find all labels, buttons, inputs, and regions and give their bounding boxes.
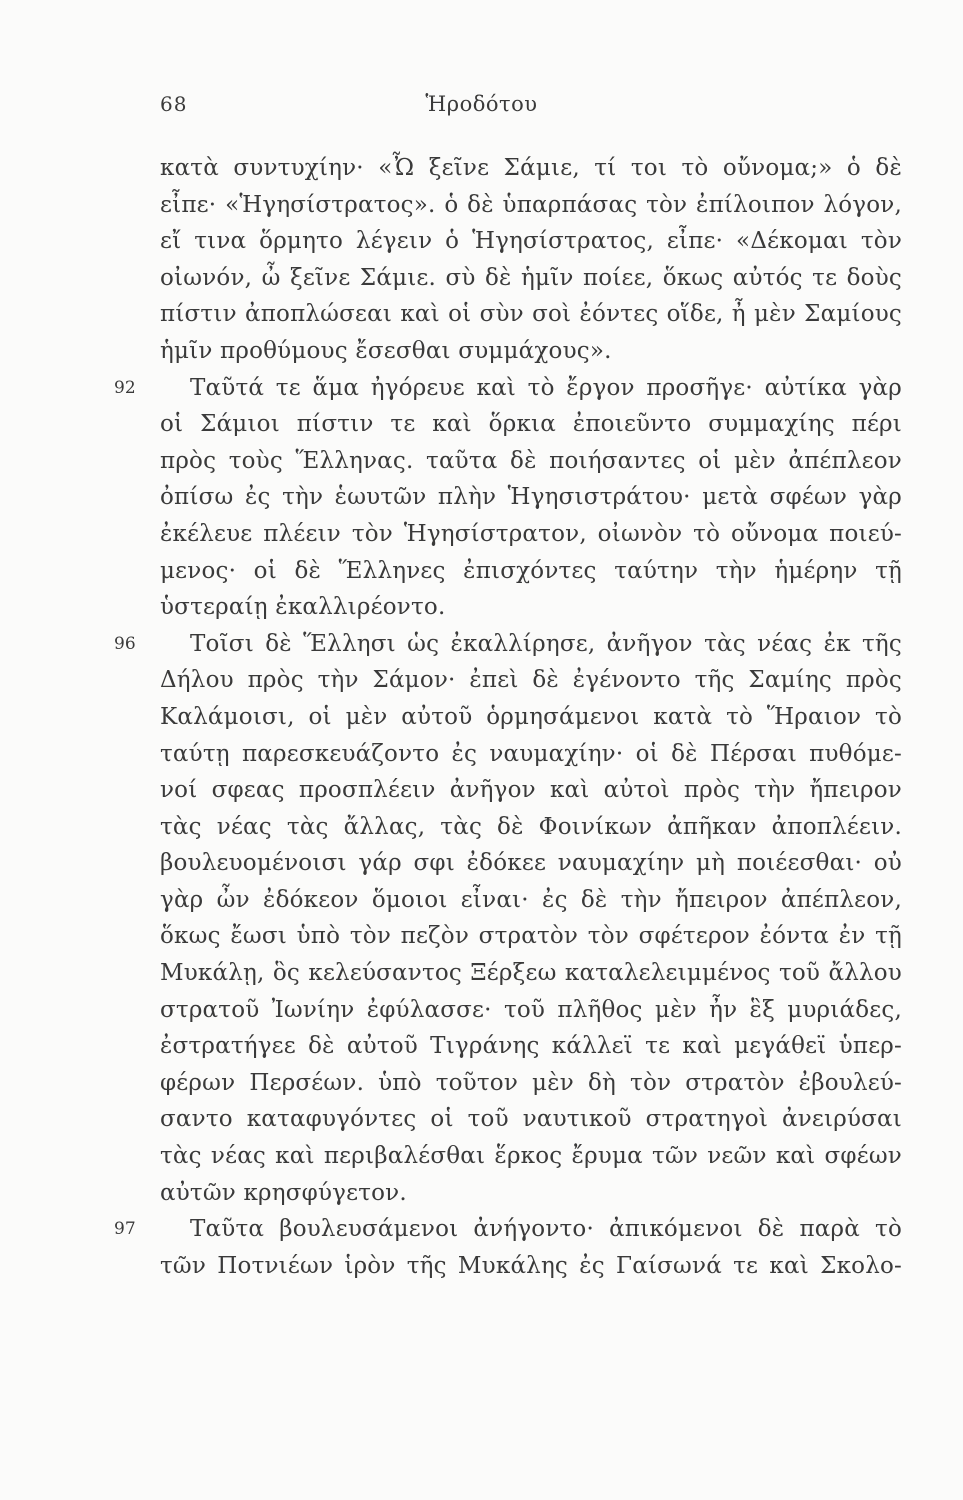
- paragraph-start-line: [114, 1211, 902, 1248]
- body-text: [114, 150, 902, 1284]
- running-head: [0, 92, 963, 122]
- text-line: γὰρ ὦν ἐδόκεον ὅμοιοι εἶναι· ἐς δὲ τὴν ἤπειρον ἀπέπλεον,: [160, 886, 902, 913]
- page-number: 68: [160, 92, 188, 116]
- text-line: Δήλου πρὸς τὴν Σάμον· ἐπεὶ δὲ ἐγένοντο τῆς Σαμίης πρὸς: [160, 667, 902, 694]
- text-line: οἰωνόν, ὦ ξεῖνε Σάμιε. σὺ δὲ ἡμῖν ποίεε, ὅκως αὐτός τε δοὺς: [160, 264, 902, 291]
- text-line: σαντο καταφυγόντες οἱ τοῦ ναυτικοῦ στρατηγοὶ ἀνειρύσαι: [160, 1106, 902, 1133]
- text-line-content: Ταῦτά τε ἅμα ἠγόρευε καὶ τὸ ἔργον προσῆγε· αὐτίκα γὰρ: [190, 374, 902, 401]
- text-line-content: Τοῖσι δὲ Ἕλλησι ὡς ἐκαλλίρησε, ἀνῆγον τὰς νέας ἐκ τῆς: [190, 630, 902, 657]
- text-line: φέρων Περσέων. ὑπὸ τοῦτον μὲν δὴ τὸν στρατὸν ἐβουλεύ-: [160, 1069, 902, 1096]
- section-number: 96: [114, 633, 136, 654]
- text-line: ὅκως ἔωσι ὑπὸ τὸν πεζὸν στρατὸν τὸν σφέτερον ἐόντα ἐν τῇ: [160, 923, 902, 950]
- text-line: κατὰ συντυχίην· «Ὦ ξεῖνε Σάμιε, τί τοι τὸ οὔνομα;» ὁ δὲ: [160, 155, 902, 181]
- text-line: μενος· οἱ δὲ Ἕλληνες ἐπισχόντες ταύτην τὴν ἡμέρην τῇ: [160, 557, 902, 584]
- text-line: εἶπε· «Ἡγησίστρατος». ὁ δὲ ὑπαρπάσας τὸν ἐπίλοιπον λόγον,: [160, 191, 902, 218]
- text-line: Μυκάλῃ, ὃς κελεύσαντος Ξέρξεω καταλελειμμένος τοῦ ἄλλου: [160, 960, 902, 987]
- running-title: Ἡροδότου: [425, 92, 538, 116]
- text-line: τῶν Ποτνιέων ἱρὸν τῆς Μυκάλης ἐς Γαίσωνά τε καὶ Σκολο-: [160, 1252, 902, 1279]
- text-line: τὰς νέας καὶ περιβαλέσθαι ἕρκος ἔρυμα τῶν νεῶν καὶ σφέων: [160, 1143, 902, 1170]
- text-line: ὀπίσω ἐς τὴν ἑωυτῶν πλὴν Ἡγησιστράτου· μετὰ σφέων γὰρ: [160, 484, 902, 511]
- text-line: ἐκέλευε πλέειν τὸν Ἡγησίστρατον, οἰωνὸν τὸ οὔνομα ποιεύ-: [160, 520, 902, 547]
- text-line: τὰς νέας τὰς ἄλλας, τὰς δὲ Φοινίκων ἀπῆκαν ἀποπλέειν.: [160, 813, 902, 840]
- section-number: 92: [114, 377, 136, 398]
- text-line: αὐτῶν κρησφύγετον.: [160, 1179, 407, 1206]
- text-line: Καλάμοισι, οἱ μὲν αὐτοῦ ὁρμησάμενοι κατὰ τὸ Ἥραιον τὸ: [160, 703, 902, 730]
- paragraph-start-line: [114, 370, 902, 407]
- paragraph-start-line: [114, 626, 902, 663]
- text-line: ἐστρατήγεε δὲ αὐτοῦ Τιγράνης κάλλεϊ τε καὶ μεγάθεϊ ὑπερ-: [160, 1033, 902, 1060]
- text-line: εἴ τινα ὅρμητο λέγειν ὁ Ἡγησίστρατος, εἶπε· «Δέκομαι τὸν: [160, 228, 902, 255]
- section-number: 97: [114, 1219, 136, 1240]
- text-line: βουλευομένοισι γάρ σφι ἐδόκεε ναυμαχίην μὴ ποιέεσθαι· οὐ: [160, 850, 902, 877]
- text-line: ὑστεραίῃ ἐκαλλιρέοντο.: [160, 594, 446, 621]
- text-line: πρὸς τοὺς Ἕλληνας. ταῦτα δὲ ποιήσαντες οἱ μὲν ἀπέπλεον: [160, 447, 902, 474]
- text-line: πίστιν ἀποπλώσεαι καὶ οἱ σὺν σοὶ ἐόντες οἵδε, ἦ μὲν Σαμίους: [160, 301, 902, 328]
- text-line: οἱ Σάμιοι πίστιν τε καὶ ὅρκια ἐποιεῦντο συμμαχίης πέρι: [160, 411, 902, 438]
- text-line-content: Ταῦτα βουλευσάμενοι ἀνήγοντο· ἀπικόμενοι δὲ παρὰ τὸ: [190, 1216, 902, 1243]
- text-line: νοί σφεας προσπλέειν ἀνῆγον καὶ αὐτοὶ πρὸς τὴν ἤπειρον: [160, 777, 902, 804]
- text-line: ταύτῃ παρεσκευάζοντο ἐς ναυμαχίην· οἱ δὲ Πέρσαι πυθόμε-: [160, 740, 902, 767]
- text-line: στρατοῦ Ἰωνίην ἐφύλασσε· τοῦ πλῆθος μὲν ἦν ἓξ μυριάδες,: [160, 996, 902, 1023]
- text-line: ἡμῖν προθύμους ἔσεσθαι συμμάχους».: [160, 337, 612, 364]
